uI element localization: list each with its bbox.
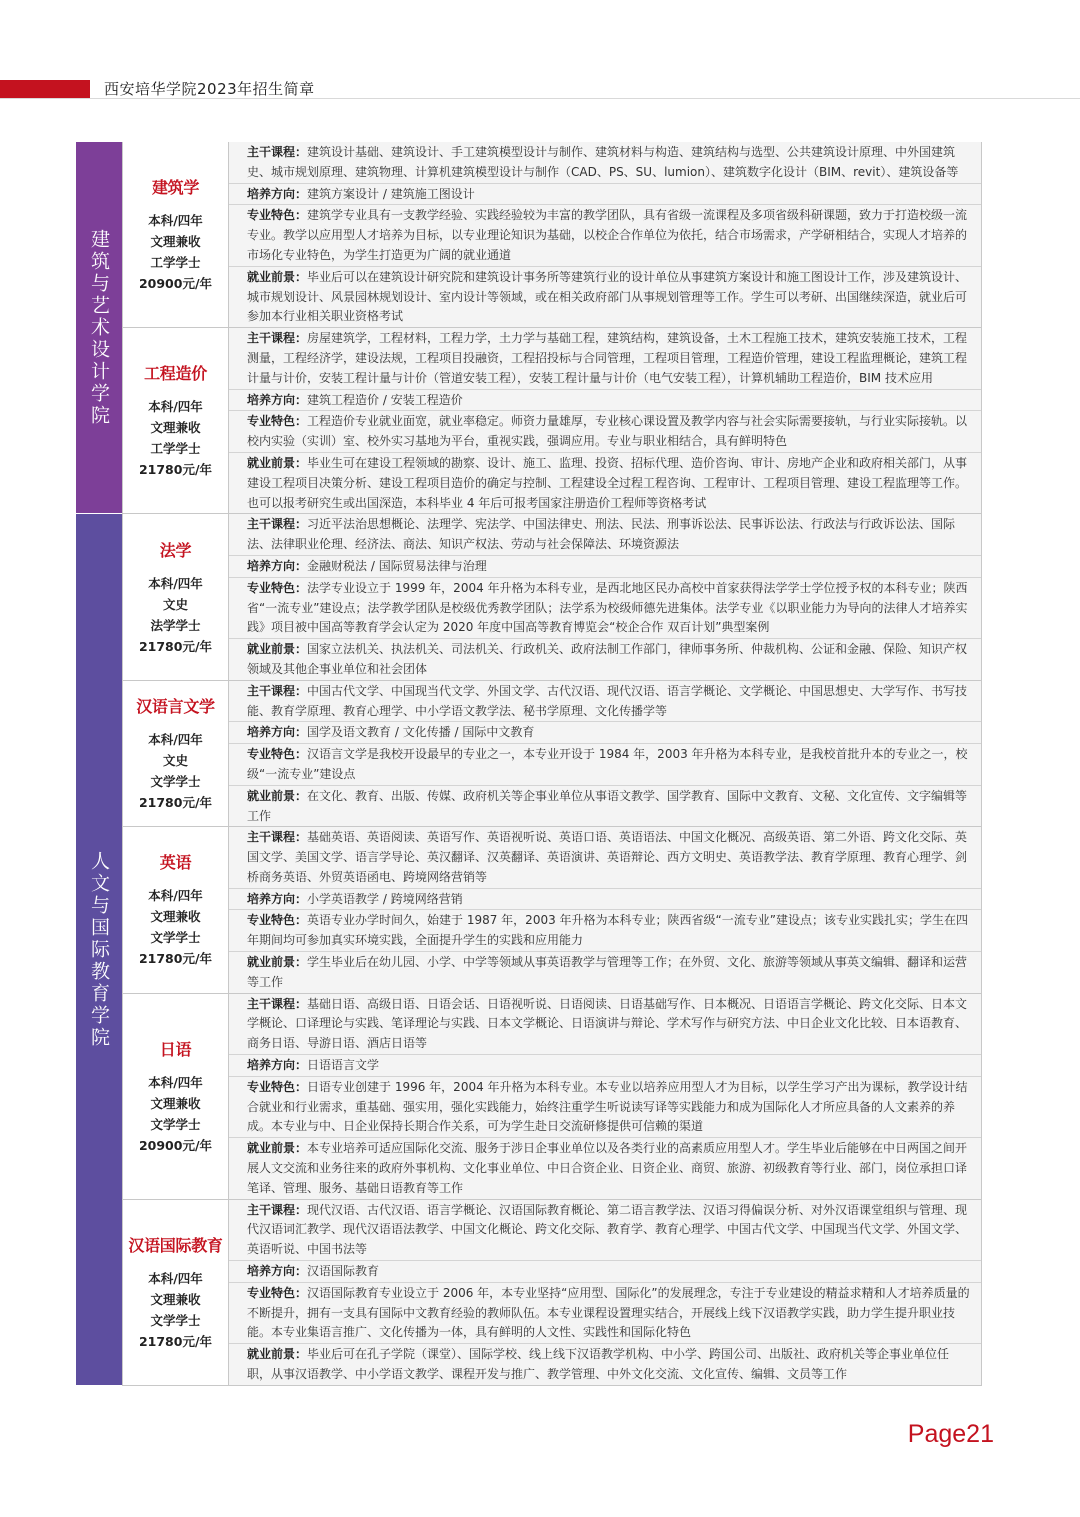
tuition-fee: 21780元/年 — [138, 638, 213, 654]
main-courses-row — [229, 142, 981, 184]
major-info — [122, 827, 229, 992]
main-courses-label: 主干课程： — [247, 830, 308, 845]
features-label: 专业特色： — [247, 208, 308, 223]
training-direction-text: 日语语言文学 — [307, 1058, 380, 1073]
tuition-fee: 20900元/年 — [138, 276, 213, 292]
major-name: 汉语国际教育 — [128, 1235, 223, 1255]
training-direction-row — [229, 722, 981, 744]
degree-duration: 本科/四年 — [148, 399, 203, 415]
training-direction-text: 建筑工程造价 / 安装工程造价 — [307, 392, 463, 407]
main-courses-text: 习近平法治思想概论、法理学、宪法学、中国法律史、刑法、民法、刑事诉讼法、民事诉讼法、行政法与行政诉讼法、国际法、法律职业伦理、经济法、商法、知识产权法、劳动与社会保障法、环境资源法 — [247, 517, 956, 552]
major-details — [229, 328, 982, 513]
training-direction-row — [229, 184, 981, 206]
degree-type: 文学学士 — [150, 1312, 201, 1328]
career-prospects-row — [229, 952, 981, 993]
career-prospects-text: 学生毕业后在幼儿园、小学、中学等领域从事英语教学与管理等工作；在外贸、文化、旅游等领域从事英文编辑、翻译和运营等工作 — [247, 955, 968, 989]
degree-duration: 本科/四年 — [148, 1074, 203, 1090]
header-accent-bar — [0, 80, 90, 98]
career-prospects-label: 就业前景： — [247, 788, 308, 803]
features-text: 汉语国际教育专业设立于 2006 年，本专业坚持“应用型、国际化”的发展理念，专注于专业建设的精益求精和人才培养质量的不断提升，拥有一支具有国际中文教育经验的教师队伍。本专业课程设置理实结合，开展线上线下汉语教学实践，助力学生提升职业技能。本专业集语言推广、文化传播为一体，具有鲜明的人文性、实践性和国际化特色 — [247, 1285, 970, 1340]
career-prospects-text: 在文化、教育、出版、传媒、政府机关等企事业单位从事语文教学、国学教育、国际中文教育、文秘、文化宣传、文字编辑等工作 — [247, 788, 968, 823]
features-row — [229, 1077, 981, 1138]
degree-type: 文学学士 — [150, 774, 201, 789]
subject-type: 文史 — [162, 596, 188, 612]
training-direction-text: 小学英语教学 / 跨境网络营销 — [307, 891, 463, 906]
features-row — [229, 744, 981, 786]
features-text: 汉语言文学是我校开设最早的专业之一，本专业开设于 1984 年，2003 年升格为本科专业，是我校首批升本的专业之一，校级“一流专业”建设点 — [247, 747, 968, 781]
college-label — [76, 142, 122, 514]
major-info — [122, 514, 229, 679]
training-direction-row — [229, 1261, 981, 1283]
features-label: 专业特色： — [247, 1079, 308, 1094]
main-courses-label: 主干课程： — [247, 1202, 308, 1217]
subject-type: 文理兼收 — [150, 909, 201, 925]
career-prospects-row — [229, 1344, 981, 1385]
major-details — [229, 681, 982, 827]
training-direction-label: 培养方向： — [247, 725, 308, 740]
main-courses-text: 现代汉语、古代汉语、语言学概论、汉语国际教育概论、第二语言教学法、汉语习得偏误分析、对外汉语课堂组织与管理、现代汉语词汇教学、现代汉语语法教学、中国文化概论、跨文化交际、教育学、教育心理学、中国古代文学、中国现当代文学、外国文学、英语听说、中国书法等 — [247, 1202, 968, 1257]
career-prospects-text: 本专业培养可适应国际化交流、服务于涉日企事业单位以及各类行业的高素质应用型人才。学生毕业后能够在中日两国之间开展人文交流和业务往来的政府外事机构、文化事业单位、中日合资企业、日资企业、商贸、旅游、初级教育等行业、部门，岗位承担口译笔译、管理、服务、基础日语教育等工作 — [247, 1141, 968, 1195]
page-number: Page21 — [907, 1420, 994, 1448]
college-name: 人文与国际教育学院 — [88, 850, 110, 1049]
career-prospects-label: 就业前景： — [247, 955, 308, 970]
main-courses-row — [229, 1200, 981, 1261]
major-block-japanese — [122, 994, 982, 1200]
major-details — [229, 514, 982, 679]
major-block-chinese-intl-education — [122, 1200, 982, 1386]
degree-duration: 本科/四年 — [148, 888, 203, 904]
features-text: 法学专业设立于 1999 年，2004 年升格为本科专业，是西北地区民办高校中首家获得法学学士学位授予权的本科专业；陕西省“一流专业”建设点；法学教学团队是校级优秀教学团队；法学系为校级师德先进集体。法学专业《以职业能力为导向的法律人才培养实践》项目被中国高等教育学会认定为 2020 年度中国高等教育博览会“校企合作 双百计划”典型案例 — [247, 580, 968, 635]
career-prospects-text: 毕业后可在孔子学院（课堂）、国际学校、线上线下汉语教学机构、中小学、跨国公司、出版社、政府机关等企事业单位任职，从事汉语教学、中小学语文教学、课程开发与推广、教学管理、中外文化交流、文化宣传、编辑、文员等工作 — [247, 1347, 950, 1382]
degree-duration: 本科/四年 — [148, 575, 203, 591]
main-courses-text: 建筑设计基础、建筑设计、手工建筑模型设计与制作、建筑材料与构造、建筑结构与选型、公共建筑设计原理、中外国建筑史、城市规划原理、建筑物理、计算机建筑模型设计与制作（CAD、PS、SU、lumion）、建筑数字化设计（BIM、revit）、建筑设备等 — [247, 145, 959, 179]
main-courses-row — [229, 514, 981, 556]
features-label: 专业特色： — [247, 414, 308, 429]
training-direction-text: 汉语国际教育 — [307, 1264, 380, 1279]
features-label: 专业特色： — [247, 913, 308, 928]
career-prospects-row — [229, 453, 981, 513]
degree-type: 法学学士 — [150, 617, 201, 633]
subject-type: 文理兼收 — [150, 1095, 201, 1111]
features-text: 英语专业办学时间久，始建于 1987 年，2003 年升格为本科专业；陕西省级“一流专业”建设点；该专业实践扎实；学生在四年期间均可参加真实环境实践，全面提升学生的实践和应用能力 — [247, 913, 968, 948]
career-prospects-row — [229, 786, 981, 827]
features-text: 工程造价专业就业面宽，就业率稳定。师资力量雄厚，专业核心课设置及教学内容与社会实际需要接轨，与行业实际接轨。以校内实验（实训）室、校外实习基地为平台，重视实践，强调应用。专业与职业相结合，具有鲜明特色 — [247, 414, 968, 449]
career-prospects-text: 毕业生可在建设工程领域的勘察、设计、施工、监理、投资、招标代理、造价咨询、审计、房地产企业和政府相关部门，从事建设工程项目决策分析、建设工程项目造价的确定与控制、工程建设全过程工程咨询、工程审计、工程项目管理、建设工程监理等工作。也可以报考研究生或出国深造，本科毕业 4 年后可报考国家注册造价工程师等资格考试 — [247, 455, 968, 510]
major-name: 英语 — [159, 853, 192, 873]
major-details — [229, 1200, 982, 1385]
tuition-fee: 21780元/年 — [138, 951, 213, 967]
major-name: 日语 — [159, 1039, 192, 1059]
career-prospects-row — [229, 267, 981, 327]
major-info — [122, 328, 229, 513]
subject-type: 文理兼收 — [150, 420, 201, 436]
tuition-fee: 20900元/年 — [138, 1137, 213, 1153]
training-direction-text: 金融财税法 / 国际贸易法律与治理 — [307, 558, 487, 573]
training-direction-row — [229, 556, 981, 578]
major-name: 建筑学 — [151, 178, 200, 198]
career-prospects-text: 毕业后可以在建筑设计研究院和建筑设计事务所等建筑行业的设计单位从事建筑方案设计和施工图设计工作，涉及建筑设计、城市规划设计、风景园林规划设计、室内设计等领域，或在相关政府部门从事规划管理等工作。学生可以考研、出国继续深造，就业后可参加本行业相关职业资格考试 — [247, 269, 968, 324]
training-direction-label: 培养方向： — [247, 392, 308, 407]
career-prospects-label: 就业前景： — [247, 1347, 308, 1362]
main-courses-row — [229, 827, 981, 888]
degree-type: 工学学士 — [150, 255, 201, 271]
career-prospects-row — [229, 1138, 981, 1198]
college-section — [76, 514, 982, 1385]
major-block-architecture — [122, 142, 982, 328]
training-direction-row — [229, 1055, 981, 1077]
subject-type: 文理兼收 — [150, 234, 201, 250]
main-courses-row — [229, 681, 981, 723]
features-text: 建筑学专业具有一支教学经验、实践经验较为丰富的教学团队，具有省级一流课程及多项省级科研课题，致力于打造校级一流专业。教学以应用型人才培养为目标，以专业理论知识为基础，以校企合作单位为依托，结合市场需求，产学研相结合，实现人才培养的市场化专业特色，为学生打造更为广阔的就业通道 — [247, 208, 968, 262]
major-block-english — [122, 827, 982, 993]
career-prospects-label: 就业前景： — [247, 1141, 308, 1156]
main-courses-label: 主干课程： — [247, 331, 308, 346]
features-text: 日语专业创建于 1996 年，2004 年升格为本科专业。本专业以培养应用型人才为目标，以学生学习产出为课标，教学设计结合就业和行业需求，重基础、强实用，强化实践能力，始终注重学生听说读写译等实践能力和成为国际化人才所应具备的人文素养的养成。本专业与中、日企业保持长期合作关系，可为学生赴日交流研修提供可信赖的渠道 — [247, 1079, 968, 1134]
degree-duration: 本科/四年 — [148, 1270, 203, 1286]
major-info — [122, 994, 229, 1199]
training-direction-text: 国学及语文教育 / 文化传播 / 国际中文教育 — [307, 725, 535, 740]
tuition-fee: 21780元/年 — [138, 462, 213, 478]
subject-type: 文理兼收 — [150, 1291, 201, 1307]
degree-type: 文学学士 — [150, 930, 201, 946]
main-courses-row — [229, 994, 981, 1055]
training-direction-text: 建筑方案设计 / 建筑施工图设计 — [307, 186, 475, 201]
career-prospects-label: 就业前景： — [247, 642, 308, 657]
features-label: 专业特色： — [247, 747, 308, 762]
majors-table — [76, 142, 982, 1386]
college-name: 建筑与艺术设计学院 — [88, 228, 110, 427]
main-courses-text: 基础日语、高级日语、日语会话、日语视听说、日语阅读、日语基础写作、日本概况、日语语言学概论、跨文化交际、日本文学概论、口译理论与实践、笔译理论与实践、日本文学概论、日语演讲与辩论、学术写作与研究方法、中日企业文化比较、日本语教育、商务日语、导游日语、酒店日语等 — [247, 996, 968, 1051]
major-details — [229, 142, 982, 327]
main-courses-row — [229, 328, 981, 389]
major-block-cost-engineering — [122, 328, 982, 514]
features-label: 专业特色： — [247, 580, 308, 595]
main-courses-label: 主干课程： — [247, 683, 308, 698]
major-name: 法学 — [159, 540, 192, 560]
major-details — [229, 827, 982, 992]
training-direction-label: 培养方向： — [247, 891, 308, 906]
features-row — [229, 910, 981, 952]
tuition-fee: 21780元/年 — [138, 1333, 213, 1349]
main-courses-label: 主干课程： — [247, 517, 308, 532]
features-row — [229, 411, 981, 453]
degree-duration: 本科/四年 — [148, 732, 203, 747]
major-details — [229, 994, 982, 1199]
major-name: 工程造价 — [144, 364, 207, 384]
main-courses-label: 主干课程： — [247, 996, 308, 1011]
college-section — [76, 142, 982, 514]
training-direction-label: 培养方向： — [247, 1058, 308, 1073]
page-header-title: 西安培华学院2023年招生简章 — [104, 80, 315, 98]
tuition-fee: 21780元/年 — [138, 795, 213, 810]
features-row — [229, 205, 981, 266]
major-name: 汉语言文学 — [136, 697, 215, 716]
training-direction-row — [229, 390, 981, 412]
degree-duration: 本科/四年 — [148, 213, 203, 229]
training-direction-label: 培养方向： — [247, 558, 308, 573]
degree-type: 文学学士 — [150, 1116, 201, 1132]
main-courses-label: 主干课程： — [247, 145, 308, 159]
features-label: 专业特色： — [247, 1285, 308, 1300]
career-prospects-row — [229, 639, 981, 680]
major-info — [122, 1200, 229, 1385]
degree-type: 工学学士 — [150, 441, 201, 457]
training-direction-row — [229, 889, 981, 911]
subject-type: 文史 — [162, 753, 188, 768]
major-info — [122, 142, 229, 327]
career-prospects-text: 国家立法机关、执法机关、司法机关、行政机关、政府法制工作部门，律师事务所、仲裁机构、公证和金融、保险、知识产权领域及其他企事业单位和社会团体 — [247, 642, 968, 676]
career-prospects-label: 就业前景： — [247, 269, 308, 284]
main-courses-text: 中国古代文学、中国现当代文学、外国文学、古代汉语、现代汉语、语言学概论、文学概论、中国思想史、大学写作、书写技能、教育学原理、教育心理学、中小学语文教学法、秘书学原理、文化传播学等 — [247, 683, 968, 718]
main-courses-text: 房屋建筑学，工程材料，工程力学，土力学与基础工程，建筑结构，建筑设备，土木工程施工技术，建筑安装施工技术，工程测量，工程经济学，建设法规，工程项目投融资，工程招投标与合同管理，工程项目管理，工程造价管理，建设工程监理概论，建筑工程计量与计价，安装工程计量与计价（管道安装工程），安装工程计量与计价（电气安装工程），计算机辅助工程造价，BIM 技术应用 — [247, 331, 968, 385]
major-block-chinese-literature — [122, 681, 982, 828]
college-label — [76, 514, 122, 1385]
college-majors — [122, 142, 982, 514]
training-direction-label: 培养方向： — [247, 186, 308, 201]
major-info — [122, 681, 229, 827]
major-block-law — [122, 514, 982, 680]
main-courses-text: 基础英语、英语阅读、英语写作、英语视听说、英语口语、英语语法、中国文化概况、高级英语、第二外语、跨文化交际、英国文学、美国文学、语言学导论、英汉翻译、汉英翻译、英语演讲、英语辩论、西方文明史、英语教学法、教育学原理、教育心理学、剑桥商务英语、外贸英语函电、跨境网络营销等 — [247, 830, 968, 884]
career-prospects-label: 就业前景： — [247, 455, 308, 470]
features-row — [229, 578, 981, 639]
college-majors — [122, 514, 982, 1385]
training-direction-label: 培养方向： — [247, 1264, 308, 1279]
features-row — [229, 1283, 981, 1344]
